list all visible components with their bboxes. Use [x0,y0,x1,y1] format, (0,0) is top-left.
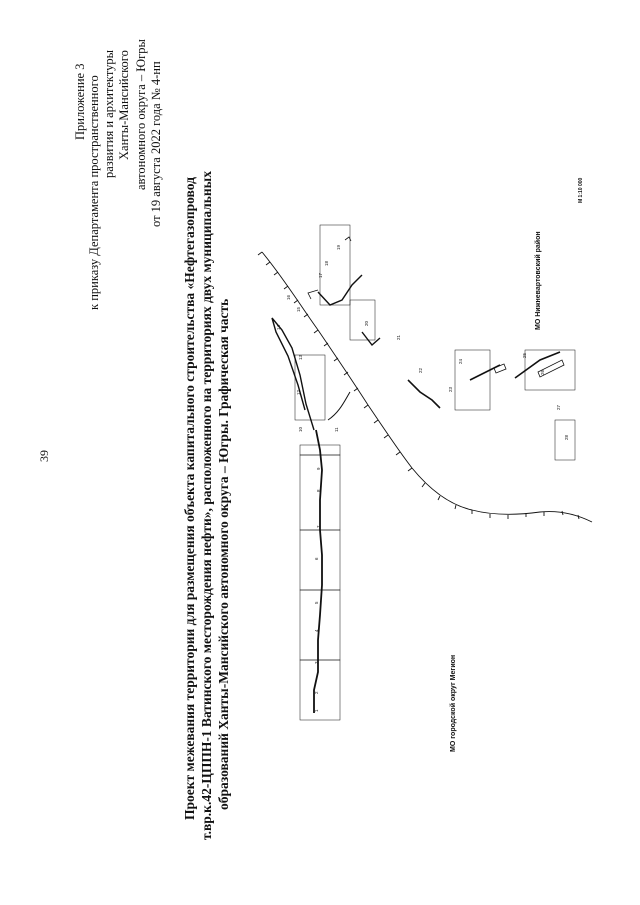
sheet-number-label: 23 [448,386,453,392]
sheet-number-label: 22 [418,367,423,373]
scale-label: М 1:10 000 [578,177,584,203]
sheet-number-label: 21 [396,334,401,340]
document-title-line-2: т.вр.к.42-ЦППН-1 Ватинского месторождения нефти», расположенного на территориях двух муниципальных [199,171,214,840]
appendix-line-3: развития и архитектуры [102,49,116,178]
sheet-number-label: 19 [336,244,341,250]
sheet-number-label: 15 [296,306,301,312]
appendix-line-4: Ханты-Мансийского [117,50,131,160]
sheet-number-label: 5 [314,601,319,604]
document-title-line-1: Проект межевания территории для размещения объекта капитального строительства «Нефтегазопровод [182,177,197,820]
sheet-number-label: 8 [316,489,321,492]
sheet-frames [295,225,575,720]
mo-megion-label: МО городской округ Мегион [450,654,457,752]
sheet-number-label: 3 [314,661,319,664]
sheet-number-label: 6 [314,557,319,560]
sheet-number-label: 2 [314,691,319,694]
sheet-number-label: 1 [314,709,319,712]
appendix-line-6: от 19 августа 2022 года № 4-нп [149,61,163,227]
sheet-number-label: 20 [364,320,369,326]
mo-nizhnevartovsk-label: МО Нижневартовский район [535,231,542,330]
sheet-number-label: 26 [540,369,545,375]
sheet-number-label: 10 [298,426,303,432]
document-title-line-3: образований Ханты-Мансийского автономного округа – Югры. Графическая часть [216,298,231,810]
page-number: 39 [37,450,51,462]
sheet-number-label: 14 [276,324,281,330]
sheet-number-label: 12 [296,389,301,395]
pipeline-route [272,275,560,713]
sheet-number-label: 9 [316,467,321,470]
sheet-number-label: 17 [318,272,323,278]
sheet-number-label: 25 [522,352,527,358]
appendix-line-2: к приказу Департамента пространственного [87,75,101,310]
sheet-number-label: 13 [298,354,303,360]
sheet-number-label: 16 [286,294,291,300]
sheet-number-label: 18 [324,260,329,266]
sheet-number-label: 11 [334,427,339,432]
sheet-number-label: 27 [556,404,561,410]
appendix-line-1: Приложение 3 [73,63,87,140]
sheet-labels [276,244,569,712]
appendix-line-5: автономного округа – Югры [134,39,148,190]
sheet-number-label: 24 [458,358,463,364]
sheet-number-label: 28 [564,434,569,440]
sheet-number-label: 7 [316,525,321,528]
sheet-number-label: 4 [314,629,319,632]
